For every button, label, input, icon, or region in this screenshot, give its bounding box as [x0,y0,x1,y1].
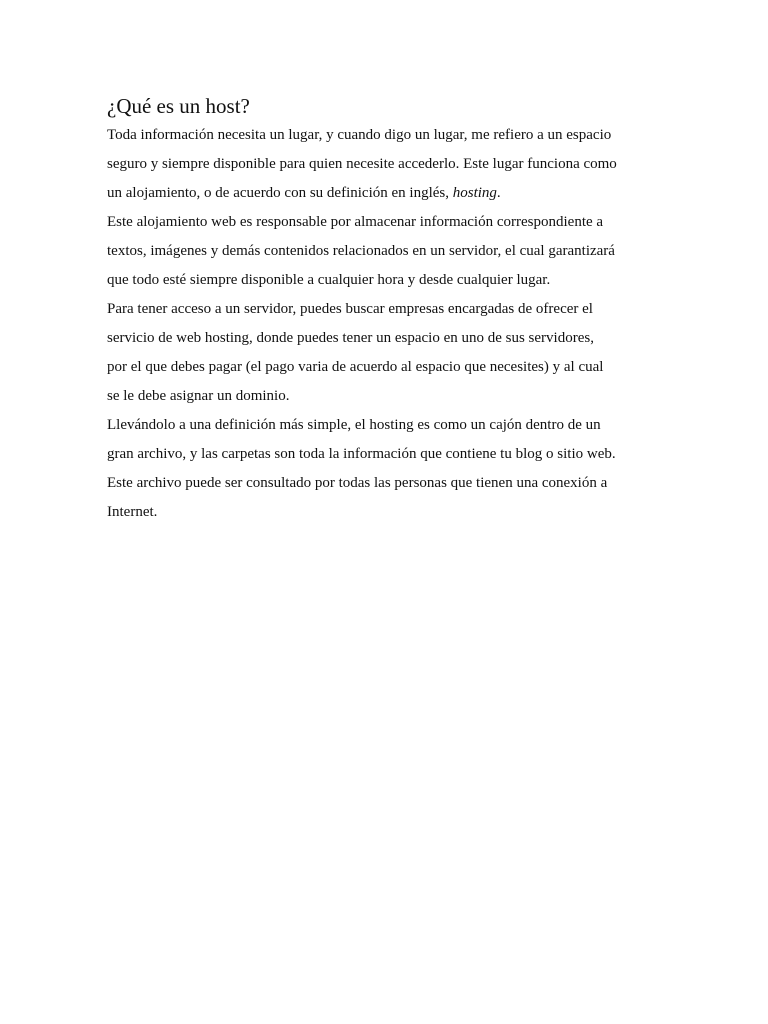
text-line: servicio de web hosting, donde puedes tener un espacio en uno de sus servidores, [107,330,594,346]
text-line: por el que debes pagar (el pago varia de acuerdo al espacio que necesites) y al cual [107,359,604,375]
document-title: ¿Qué es un host? [107,94,250,118]
text-line-with-italic [107,179,667,208]
text-line: textos, imágenes y demás contenidos relacionados en un servidor, el cual garantizará [107,243,615,259]
text-line: Llevándolo a una definición más simple, el hosting es como un cajón dentro de un [107,417,601,433]
text-line: Este alojamiento web es responsable por almacenar información correspondiente a [107,214,604,230]
paragraph-4 [107,411,667,527]
text-segment: . [496,185,501,201]
paragraph-2 [107,208,667,295]
paragraph-3 [107,295,667,411]
text-line: Toda información necesita un lugar, y cuando digo un lugar, me refiero a un espacio [107,127,612,143]
italic-term: hosting [452,185,497,201]
text-line: Internet. [107,504,158,520]
text-line: Este archivo puede ser consultado por todas las personas que tienen una conexión a [107,475,608,491]
text-line: Para tener acceso a un servidor, puedes buscar empresas encargadas de ofrecer el [107,301,593,317]
text-line: seguro y siempre disponible para quien necesite accederlo. Este lugar funciona como [107,156,617,172]
paragraph-1 [107,121,667,208]
text-line: se le debe asignar un dominio. [107,388,290,404]
text-segment: un alojamiento, o de acuerdo con su definición en inglés, [107,185,453,201]
text-line: que todo esté siempre disponible a cualquier hora y desde cualquier lugar. [107,272,551,288]
text-line: gran archivo, y las carpetas son toda la información que contiene tu blog o sitio web. [107,446,616,462]
document-content [107,92,667,527]
